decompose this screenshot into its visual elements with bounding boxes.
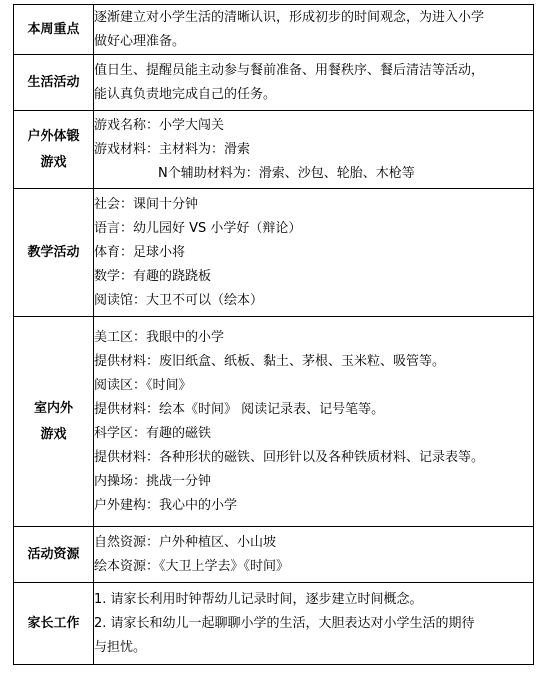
content-line: 户外建构：我心中的小学 <box>94 497 238 513</box>
content-line: 逐渐建立对小学生活的清晰认识，形成初步的时间观念，为进入小学 <box>94 9 485 25</box>
content-line: 游戏材料：主材料为：滑索 <box>94 141 251 157</box>
row-label-parent-work: 家长工作 <box>14 583 94 665</box>
content-line: 提供材料：废旧纸盒、纸板、黏土、茅根、玉米粒、吸管等。 <box>94 353 446 369</box>
content-line: 游戏名称：小学大闯关 <box>94 117 225 133</box>
row-label-line: 游戏 <box>40 426 67 442</box>
content-line: 提供材料：各种形状的磁铁、回形针以及各种铁质材料、记录表等。 <box>94 449 485 465</box>
content-line: 体育：足球小将 <box>94 244 186 260</box>
row-label-daily-life: 生活活动 <box>14 55 94 111</box>
content-line: 数学：有趣的跷跷板 <box>94 268 212 284</box>
table-row <box>14 55 534 111</box>
weekly-plan-table <box>13 4 534 665</box>
row-content-parent-work <box>94 583 534 665</box>
row-label-line: 室内外 <box>33 400 73 416</box>
content-line: 值日生、提醒员能主动参与餐前准备、用餐秩序、餐后清洁等活动， <box>94 62 485 78</box>
content-line: 与担忧。 <box>94 639 147 655</box>
content-line: 做好心理准备。 <box>94 33 186 49</box>
row-label-line: 户外体锻 <box>27 128 80 144</box>
table-row <box>14 111 534 189</box>
content-line: 阅读区：《时间》 <box>94 377 192 393</box>
content-line: 绘本资源：《大卫上学去》《时间》 <box>94 558 290 574</box>
row-label-activity-resources: 活动资源 <box>14 527 94 583</box>
table-row <box>14 317 534 527</box>
row-label-line: 游戏 <box>40 154 67 170</box>
row-label-indoor-outdoor-games <box>14 317 94 527</box>
row-content-outdoor-exercise <box>94 111 534 189</box>
table-row <box>14 189 534 317</box>
content-line: 能认真负责地完成自己的任务。 <box>94 86 277 102</box>
row-content-daily-life <box>94 55 534 111</box>
content-line: 美工区：我眼中的小学 <box>94 329 225 345</box>
content-line: 2. 请家长和幼儿一起聊聊小学的生活，大胆表达对小学生活的期待 <box>94 615 475 631</box>
content-line: 科学区：有趣的磁铁 <box>94 425 212 441</box>
row-label-teaching-activities: 教学活动 <box>14 189 94 317</box>
table-row <box>14 5 534 55</box>
table-row <box>14 583 534 665</box>
content-line: 社会：课间十分钟 <box>94 196 199 212</box>
row-content-teaching-activities <box>94 189 534 317</box>
content-line: 语言：幼儿园好 VS 小学好（辩论） <box>94 220 302 236</box>
content-line: 阅读馆：大卫不可以（绘本） <box>94 292 264 308</box>
row-content-indoor-outdoor-games <box>94 317 534 527</box>
table-row <box>14 527 534 583</box>
row-content-weekly-focus <box>94 5 534 55</box>
content-line: 1. 请家长利用时钟帮幼儿记录时间，逐步建立时间概念。 <box>94 591 423 607</box>
content-line: 提供材料：绘本《时间》 阅读记录表、记号笔等。 <box>94 401 385 417</box>
content-line: N个辅助材料为：滑索、沙包、轮胎、木枪等 <box>158 165 415 181</box>
content-line: 内操场：挑战一分钟 <box>94 473 212 489</box>
row-content-activity-resources <box>94 527 534 583</box>
row-label-outdoor-exercise <box>14 111 94 189</box>
content-line: 自然资源：户外种植区、小山坡 <box>94 534 277 550</box>
row-label-weekly-focus: 本周重点 <box>14 5 94 55</box>
